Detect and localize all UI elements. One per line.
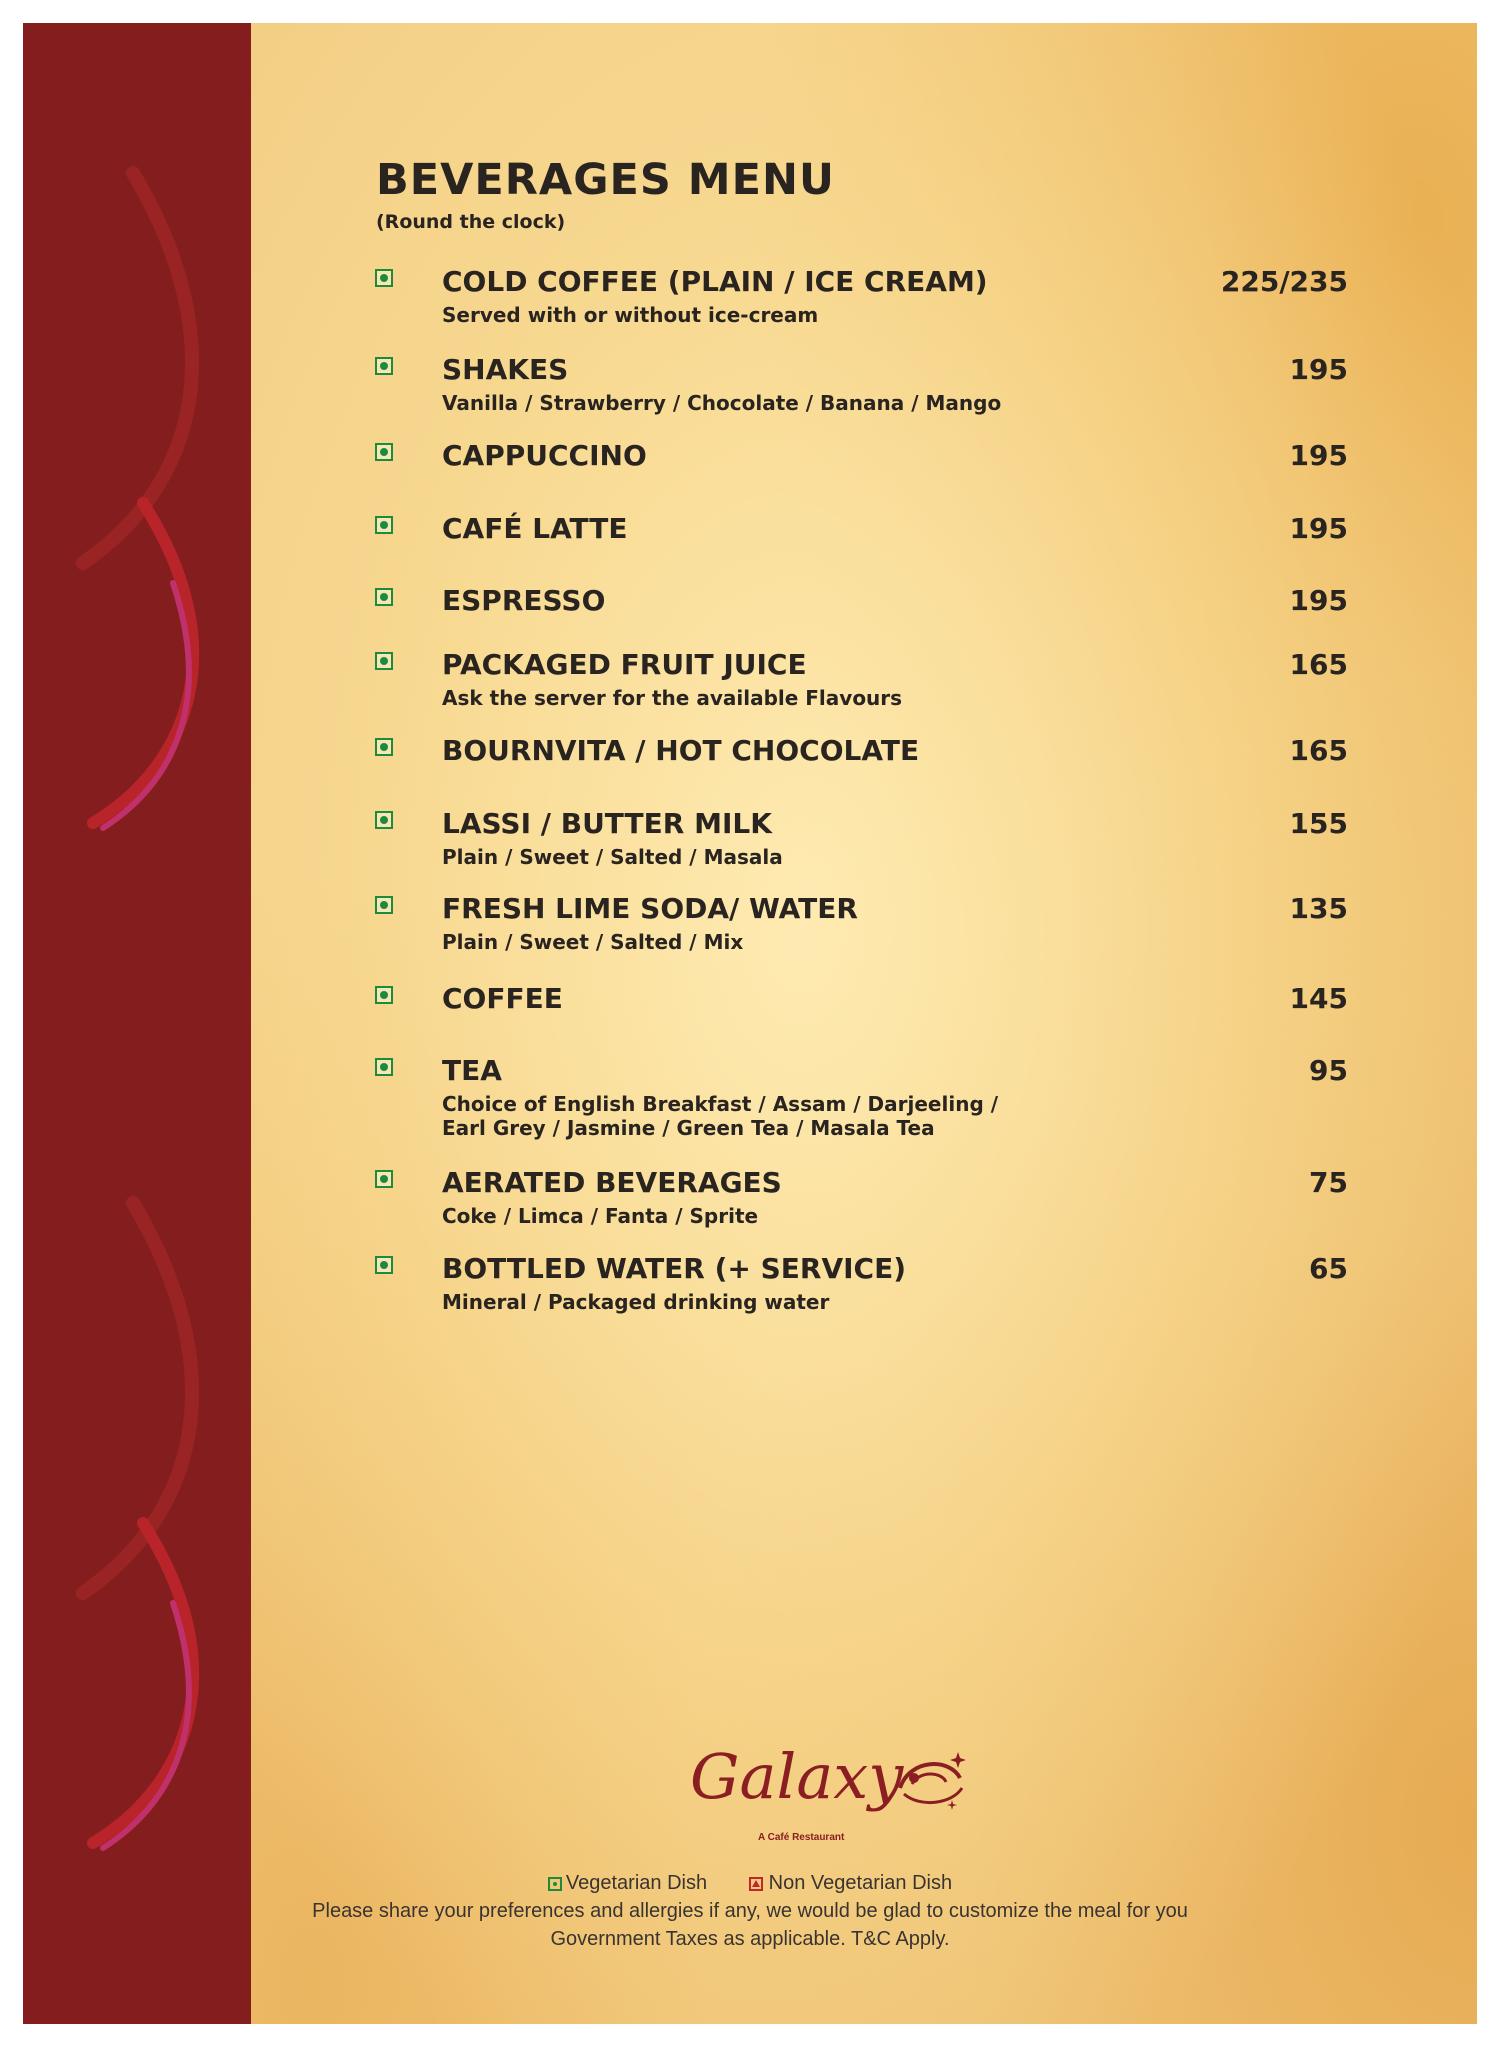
veg-icon bbox=[375, 1256, 393, 1274]
item-price: 95 bbox=[1309, 1054, 1348, 1087]
item-price: 165 bbox=[1289, 648, 1348, 681]
galaxy-swirl-icon bbox=[890, 1748, 970, 1818]
legend-veg-label: Vegetarian Dish bbox=[565, 1872, 708, 1894]
veg-icon bbox=[375, 738, 393, 756]
veg-icon bbox=[375, 1170, 393, 1188]
veg-icon bbox=[375, 588, 393, 606]
item-price: 75 bbox=[1309, 1166, 1348, 1199]
veg-icon bbox=[375, 986, 393, 1004]
legend-nonveg bbox=[749, 1872, 952, 1895]
item-name: SHAKES bbox=[442, 353, 569, 386]
item-price: 195 bbox=[1289, 439, 1348, 472]
item-price: 65 bbox=[1309, 1252, 1348, 1285]
item-name: ESPRESSO bbox=[442, 584, 606, 617]
allergy-note: Please share your preferences and allergies if any, we would be glad to customize the meal for you bbox=[312, 1900, 1188, 1922]
veg-icon bbox=[375, 811, 393, 829]
item-price: 195 bbox=[1289, 512, 1348, 545]
item-name: BOTTLED WATER (+ SERVICE) bbox=[442, 1252, 907, 1285]
veg-icon bbox=[375, 357, 393, 375]
item-description: Vanilla / Strawberry / Chocolate / Banana / Mango bbox=[442, 391, 1002, 415]
galaxy-logo bbox=[690, 1740, 990, 1860]
item-description: Served with or without ice-cream bbox=[442, 303, 819, 327]
item-name: PACKAGED FRUIT JUICE bbox=[442, 648, 807, 681]
item-price: 155 bbox=[1289, 807, 1348, 840]
item-description: Plain / Sweet / Salted / Masala bbox=[442, 845, 783, 869]
item-name: TEA bbox=[442, 1054, 502, 1087]
dish-legend bbox=[0, 1872, 1500, 1897]
item-price: 225/235 bbox=[1220, 265, 1348, 298]
veg-icon bbox=[375, 269, 393, 287]
item-price: 145 bbox=[1289, 982, 1348, 1015]
item-price: 165 bbox=[1289, 734, 1348, 767]
item-description: Choice of English Breakfast / Assam / Darjeeling / Earl Grey / Jasmine / Green Tea / Masala Tea bbox=[442, 1092, 999, 1140]
veg-icon bbox=[375, 896, 393, 914]
tax-note: Government Taxes as applicable. T&C Apply. bbox=[550, 1928, 950, 1950]
decorative-side-band bbox=[23, 23, 251, 2024]
item-price: 195 bbox=[1289, 584, 1348, 617]
item-name: COLD COFFEE (PLAIN / ICE CREAM) bbox=[442, 265, 988, 298]
item-description: Coke / Limca / Fanta / Sprite bbox=[442, 1204, 759, 1228]
legend-nonveg-label: Non Vegetarian Dish bbox=[768, 1872, 953, 1894]
item-name: FRESH LIME SODA/ WATER bbox=[442, 892, 858, 925]
item-name: CAFÉ LATTE bbox=[442, 512, 628, 545]
veg-icon bbox=[375, 1058, 393, 1076]
item-name: COFFEE bbox=[442, 982, 563, 1015]
item-description: Plain / Sweet / Salted / Mix bbox=[442, 930, 744, 954]
page-subtitle: (Round the clock) bbox=[376, 211, 566, 233]
legend-veg bbox=[548, 1872, 707, 1895]
item-price: 195 bbox=[1289, 353, 1348, 386]
logo-tagline: A Café Restaurant bbox=[758, 1832, 845, 1843]
logo-wordmark: Galaxy bbox=[690, 1740, 904, 1813]
item-price: 135 bbox=[1289, 892, 1348, 925]
page-title: BEVERAGES MENU bbox=[376, 155, 835, 205]
item-description: Ask the server for the available Flavours bbox=[442, 686, 903, 710]
veg-icon bbox=[548, 1877, 562, 1891]
item-name: CAPPUCCINO bbox=[442, 439, 647, 472]
veg-icon bbox=[375, 652, 393, 670]
item-name: LASSI / BUTTER MILK bbox=[442, 807, 772, 840]
decorative-swirls bbox=[23, 23, 251, 2024]
veg-icon bbox=[375, 516, 393, 534]
nonveg-icon bbox=[749, 1877, 763, 1891]
item-name: AERATED BEVERAGES bbox=[442, 1166, 782, 1199]
item-name: BOURNVITA / HOT CHOCOLATE bbox=[442, 734, 920, 767]
item-description: Mineral / Packaged drinking water bbox=[442, 1290, 830, 1314]
veg-icon bbox=[375, 443, 393, 461]
